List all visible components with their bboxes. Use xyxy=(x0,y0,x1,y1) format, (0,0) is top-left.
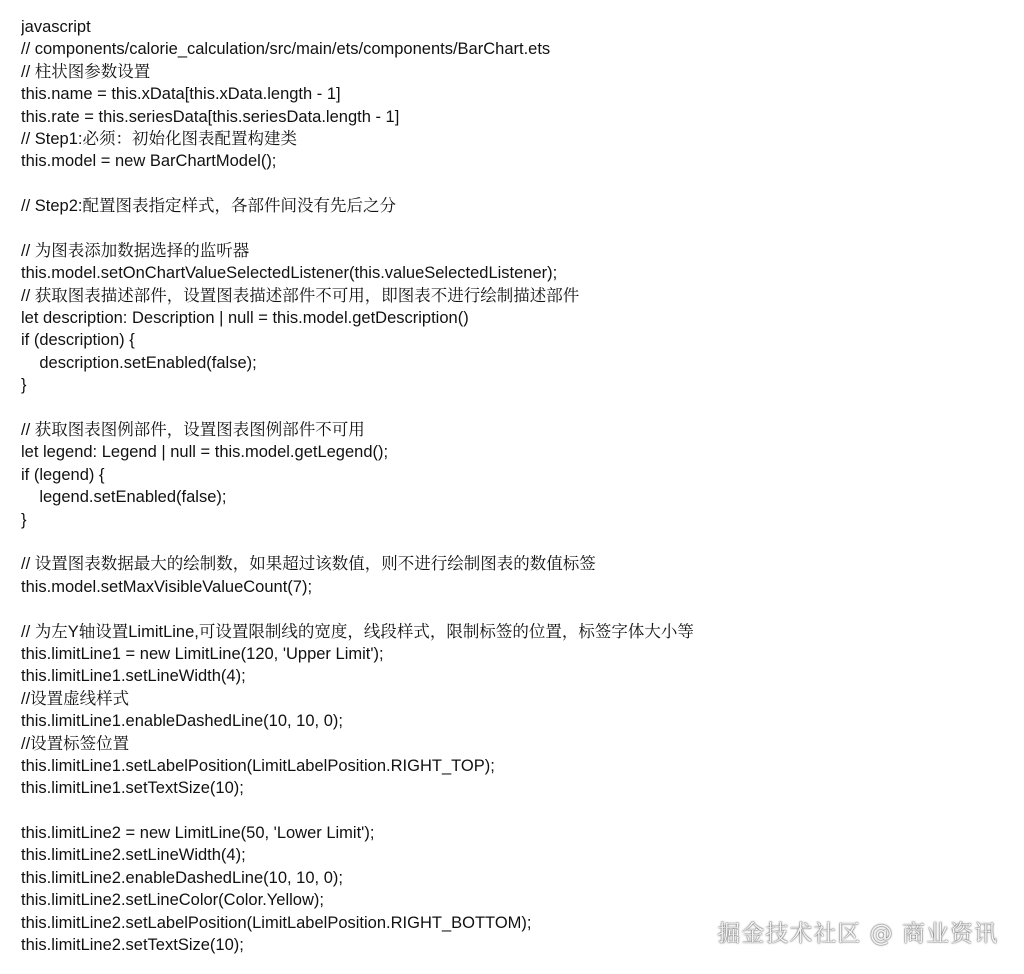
code-line: // 设置图表数据最大的绘制数，如果超过该数值，则不进行绘制图表的数值标签 xyxy=(21,555,596,574)
code-line: let description: Description | null = this.model.getDescription() xyxy=(21,309,469,328)
code-line: if (description) { xyxy=(21,331,135,350)
code-line: // 为图表添加数据选择的监听器 xyxy=(21,241,250,260)
code-line: this.limitLine1.setLabelPosition(LimitLabelPosition.RIGHT_TOP); xyxy=(21,756,495,775)
code-line: this.model.setMaxVisibleValueCount(7); xyxy=(21,577,313,596)
code-line xyxy=(21,397,1011,419)
code-line: this.name = this.xData[this.xData.length - 1] xyxy=(21,85,341,104)
code-line: this.rate = this.seriesData[this.seriesData.length - 1] xyxy=(21,107,400,126)
code-line: } xyxy=(21,376,27,395)
code-line: //设置标签位置 xyxy=(21,734,130,753)
code-line: this.limitLine2.setLineColor(Color.Yellow); xyxy=(21,891,324,910)
code-line: this.limitLine2.setTextSize(10); xyxy=(21,936,244,955)
code-line: this.limitLine2 = new LimitLine(50, 'Lower Limit'); xyxy=(21,824,375,843)
code-line: //设置虚线样式 xyxy=(21,689,130,708)
code-line: this.model = new BarChartModel(); xyxy=(21,152,277,171)
code-line: this.limitLine2.setLabelPosition(LimitLabelPosition.RIGHT_BOTTOM); xyxy=(21,913,532,932)
code-line xyxy=(21,173,1011,195)
code-line: this.limitLine1.setTextSize(10); xyxy=(21,779,244,798)
code-line: this.limitLine1.setLineWidth(4); xyxy=(21,667,246,686)
code-line xyxy=(21,531,1011,553)
code-line: // components/calorie_calculation/src/main/ets/components/BarChart.ets xyxy=(21,40,551,59)
code-line xyxy=(21,218,1011,240)
code-line xyxy=(21,598,1011,620)
code-line: this.limitLine2.setLineWidth(4); xyxy=(21,846,246,865)
code-line: let legend: Legend | null = this.model.getLegend(); xyxy=(21,443,389,462)
code-line: if (legend) { xyxy=(21,465,105,484)
code-line: // Step1:必须：初始化图表配置构建类 xyxy=(21,129,297,148)
code-line: description.setEnabled(false); xyxy=(21,353,257,372)
code-line: // 柱状图参数设置 xyxy=(21,62,151,81)
code-line: // Step2:配置图表指定样式，各部件间没有先后之分 xyxy=(21,197,396,216)
code-line: javascript xyxy=(21,18,91,36)
code-line: this.limitLine1 = new LimitLine(120, 'Upper Limit'); xyxy=(21,644,384,663)
code-line xyxy=(21,800,1011,822)
code-line: // 为左Y轴设置LimitLine,可设置限制线的宽度，线段样式，限制标签的位置，标签字体大小等 xyxy=(21,622,694,641)
code-line: this.model.setOnChartValueSelectedListener(this.valueSelectedListener); xyxy=(21,264,558,283)
code-line: this.limitLine2.enableDashedLine(10, 10, 0); xyxy=(21,868,343,887)
code-line: // 获取图表描述部件，设置图表描述部件不可用，即图表不进行绘制描述部件 xyxy=(21,286,580,305)
watermark: 掘金技术社区 @ 商业资讯 xyxy=(717,921,998,947)
code-line: } xyxy=(21,510,27,529)
code-document xyxy=(21,16,1011,956)
code-line: this.limitLine1.enableDashedLine(10, 10, 0); xyxy=(21,712,343,731)
code-line: // 获取图表图例部件，设置图表图例部件不可用 xyxy=(21,421,365,440)
code-line: legend.setEnabled(false); xyxy=(21,488,227,507)
